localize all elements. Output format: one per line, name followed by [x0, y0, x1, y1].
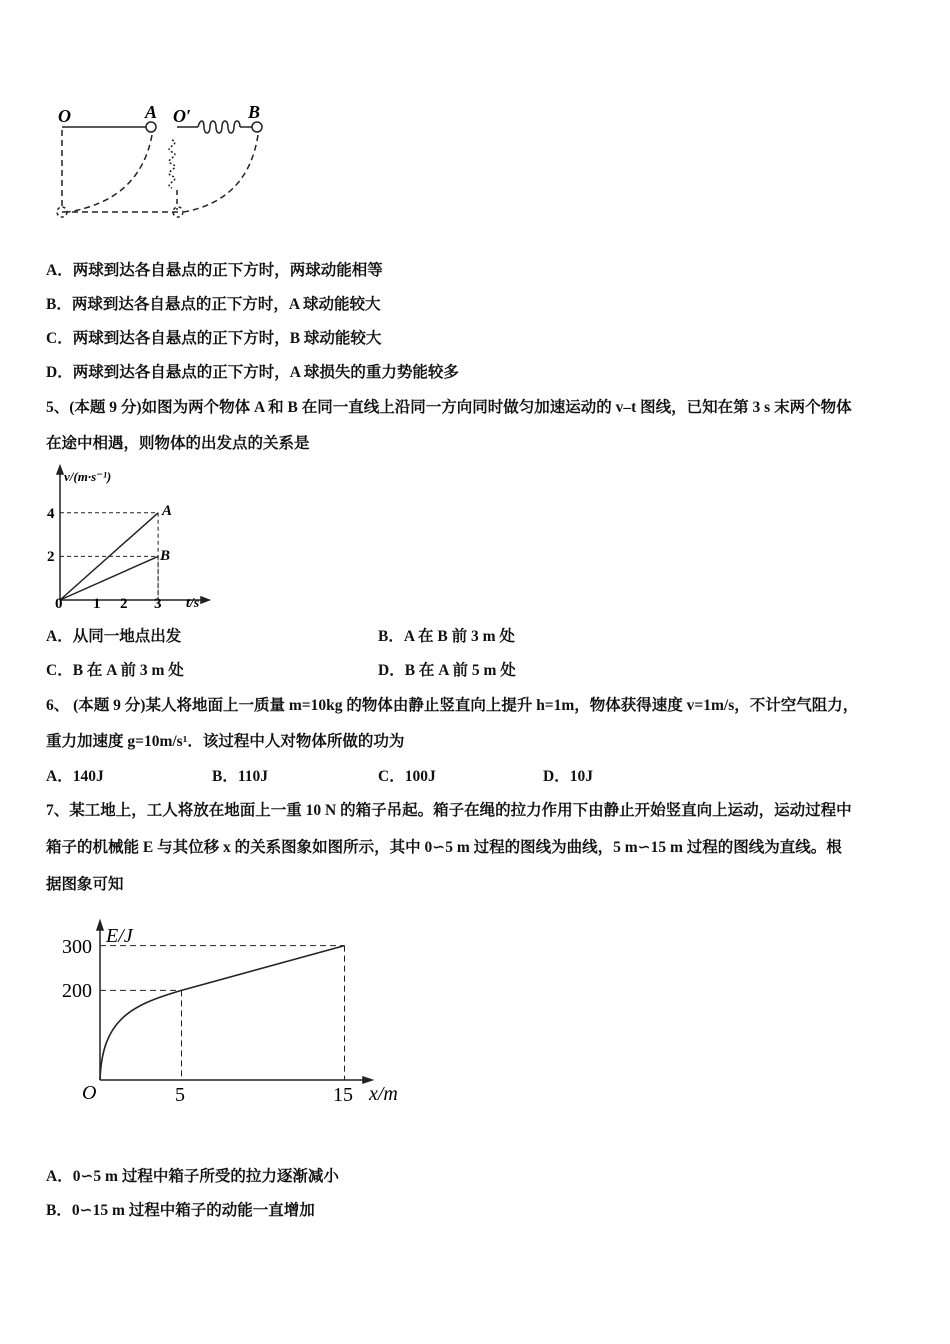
vt-xtick-2: 2 [120, 596, 128, 612]
q7-stem-line1: 7、某工地上，工人将放在地面上一重 10 N 的箱子吊起。箱子在绳的拉力作用下由静止开始竖直向上运动，运动过程中 [46, 802, 852, 819]
q5-option-d: D．B 在 A 前 5 m 处 [378, 662, 516, 679]
ex-xtick-15: 15 [333, 1084, 353, 1106]
q6-stem-line2: 重力加速度 g=10m/s¹．该过程中人对物体所做的功为 [46, 733, 405, 750]
q4-option-c: C．两球到达各自悬点的正下方时，B 球动能较大 [46, 330, 382, 347]
q6-option-b: B．110J [212, 768, 268, 785]
q6-option-d: D．10J [543, 768, 593, 785]
ex-curve-segment [100, 990, 182, 1080]
q7-option-b: B．0∽15 m 过程中箱子的动能一直增加 [46, 1202, 315, 1219]
ex-origin: O [82, 1082, 97, 1104]
ex-ylabel: E/J [106, 925, 133, 947]
label-o-prime: O′ [173, 106, 192, 126]
vt-series-label-b: B [160, 548, 171, 564]
vt-ytick-2: 2 [47, 549, 55, 565]
vt-series-label-a: A [162, 503, 173, 519]
vt-xtick-3: 3 [154, 596, 162, 612]
vt-ylabel: v/(m·s⁻¹) [64, 469, 112, 484]
label-o: O [58, 106, 71, 126]
q5-stem-line1: 5、(本题 9 分)如图为两个物体 A 和 B 在同一直线上沿同一方向同时做匀加速运动的 v–t 图线，已知在第 3 s 末两个物体 [46, 399, 852, 416]
ex-xtick-5: 5 [175, 1084, 185, 1106]
ex-ytick-300: 300 [62, 936, 92, 958]
q5-option-b: B．A 在 B 前 3 m 处 [378, 628, 515, 645]
ex-line-segment [182, 946, 345, 991]
q6-option-a: A．140J [46, 768, 104, 785]
q7-stem-line2: 箱子的机械能 E 与其位移 x 的关系图象如图所示，其中 0∽5 m 过程的图线为曲线，5 m∽15 m 过程的图线为直线。根 [46, 839, 842, 856]
label-a: A [145, 102, 158, 122]
label-b: B [248, 102, 261, 122]
q5-option-a: A．从同一地点出发 [46, 628, 182, 645]
vt-xlabel: t/s [186, 596, 200, 611]
q7-option-a: A．0∽5 m 过程中箱子所受的拉力逐渐减小 [46, 1168, 339, 1185]
q4-option-a: A．两球到达各自悬点的正下方时，两球动能相等 [46, 262, 383, 279]
q5-option-c: C．B 在 A 前 3 m 处 [46, 662, 184, 679]
vt-ytick-4: 4 [47, 506, 55, 522]
q5-stem-line2: 在途中相遇，则物体的出发点的关系是 [46, 435, 310, 452]
q6-option-c: C．100J [378, 768, 436, 785]
q4-option-b: B．两球到达各自悬点的正下方时，A 球动能较大 [46, 296, 381, 313]
vt-origin: 0 [55, 596, 63, 612]
q7-stem-line3: 据图象可知 [46, 876, 124, 893]
ex-xlabel: x/m [369, 1083, 398, 1105]
q4-option-d: D．两球到达各自悬点的正下方时，A 球损失的重力势能较多 [46, 364, 459, 381]
q6-stem-line1: 6、 (本题 9 分)某人将地面上一质量 m=10kg 的物体由静止竖直向上提升 h=1m，物体获得速度 v=1m/s，不计空气阻力， [46, 697, 859, 714]
ex-ytick-200: 200 [62, 980, 92, 1002]
vt-xtick-1: 1 [93, 596, 101, 612]
